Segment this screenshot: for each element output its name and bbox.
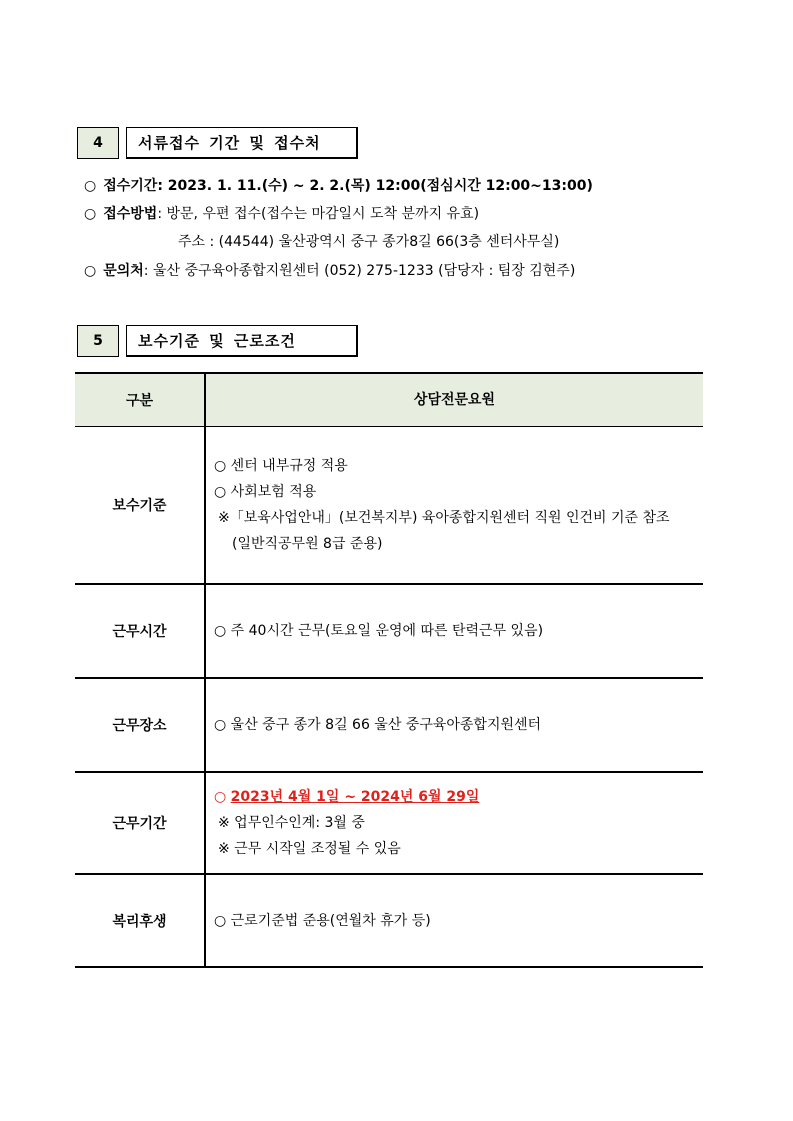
row-content <box>206 679 703 771</box>
bullet: ○ <box>84 206 97 222</box>
conditions-table <box>75 372 703 968</box>
contact-value: : 울산 중구육아종합지원센터 (052) 275-1233 (담당자 : 팀장 김현주) <box>143 263 576 279</box>
row-content <box>206 875 703 966</box>
period-label: 접수기간 <box>103 178 158 194</box>
table-row <box>75 585 703 679</box>
row-content <box>206 773 703 873</box>
contact-label: 문의처 <box>103 263 144 279</box>
bullet: ○ <box>214 789 227 805</box>
work-period-highlight: 2023년 4월 1일 ~ 2024년 6월 29일 <box>230 789 480 805</box>
row-label: 근무기간 <box>75 773 206 873</box>
table-row <box>75 427 703 585</box>
section-title: 서류접수 기간 및 접수처 <box>126 127 358 159</box>
header-position: 상담전문요원 <box>413 392 496 408</box>
list-item: ○ 사회보험 적용 <box>214 484 317 500</box>
contact <box>84 262 575 280</box>
section-4-header <box>77 127 358 159</box>
bullet: ○ <box>84 178 97 194</box>
row-label: 근무시간 <box>75 585 206 677</box>
method-label: 접수방법 <box>103 206 158 222</box>
row-label: 근무장소 <box>75 679 206 771</box>
row-content <box>206 585 703 677</box>
list-item: ○ 근로기준법 준용(연월차 휴가 등) <box>214 912 431 929</box>
list-item: ○ 울산 중구 종가 8길 66 울산 중구육아종합지원센터 <box>214 717 542 733</box>
application-method <box>84 205 479 223</box>
list-item: ○ 주 40시간 근무(토요일 운영에 따른 탄력근무 있음) <box>214 623 544 639</box>
table-row <box>75 679 703 773</box>
bullet: ○ <box>84 263 97 279</box>
table-header-row <box>75 372 703 427</box>
method-value: : 방문, 우편 접수(접수는 마감일시 도착 분까지 유효) <box>157 206 480 222</box>
list-item: ※ 업무인수인계: 3월 중 <box>218 815 365 831</box>
period-value: : 2023. 1. 11.(수) ~ 2. 2.(목) 12:00(점심시간 12:00~13:00) <box>157 178 593 194</box>
list-item: ※「보육사업안내」(보건복지부) 육아종합지원센터 직원 인건비 기준 참조 <box>218 510 670 526</box>
address: 주소 : (44544) 울산광역시 중구 종가8길 66(3층 센터사무실) <box>178 234 560 250</box>
section-number: 4 <box>77 127 119 159</box>
table-row <box>75 773 703 875</box>
section-number: 5 <box>77 325 119 357</box>
table-row <box>75 875 703 968</box>
list-item <box>214 784 703 810</box>
section-5-header <box>77 325 358 357</box>
list-item: ※ 근무 시작일 조정될 수 있음 <box>218 841 401 857</box>
header-category: 구분 <box>75 374 206 426</box>
section-title: 보수기준 및 근로조건 <box>126 325 358 357</box>
row-label: 보수기준 <box>75 427 206 583</box>
row-content <box>206 427 703 583</box>
list-item: (일반직공무원 8급 준용) <box>232 536 383 552</box>
list-item: ○ 센터 내부규정 적용 <box>214 458 348 474</box>
application-period <box>84 177 593 195</box>
row-label: 복리후생 <box>75 875 206 966</box>
